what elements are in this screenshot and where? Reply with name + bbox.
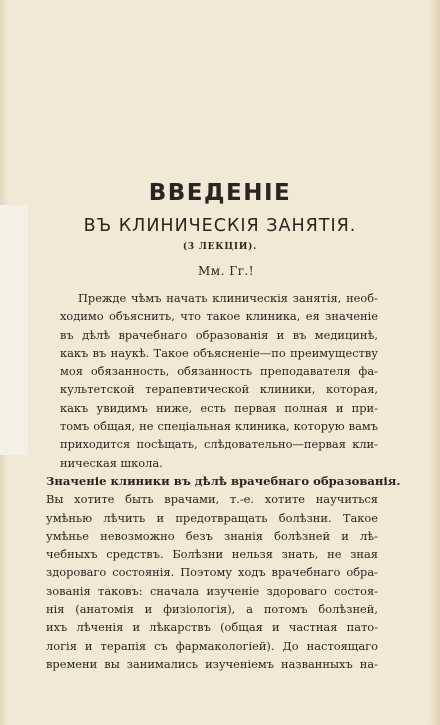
chapter-subtitle: ВЪ КЛИНИЧЕСКІЯ ЗАНЯТІЯ.	[83, 216, 357, 236]
text-line: какъ увидимъ ниже, есть первая полная и при-	[60, 400, 378, 415]
body-text	[46, 289, 401, 673]
text-line: культетской терапевтической клиники, которая,	[60, 382, 378, 397]
text-line: приходится посѣщать, слѣдовательно—первая кли-	[60, 437, 378, 452]
text-line: здороваго состоянія. Поэтому ходъ врачебнаго обра-	[46, 565, 378, 580]
chapter-title: ВВЕДЕНІЕ	[148, 180, 292, 206]
text-line: чебныхъ средствъ. Болѣзни нельзя знать, не зная	[46, 547, 378, 562]
text-line: какъ въ наукѣ. Такое объясненіе—по преимуществу	[60, 345, 378, 360]
greeting: Мм. Гг.!	[198, 264, 255, 278]
text-line: ходимо объяснить, что такое клиника, ея значеніе	[60, 309, 378, 324]
text-line: ихъ лѣченія и лѣкарствъ (общая и частная пато-	[46, 620, 378, 635]
text-line: Прежде чѣмъ начать клиническія занятія, необ-	[78, 291, 378, 305]
text-line: умѣнье невозможно безъ знанія болѣзней и лѣ-	[46, 528, 378, 543]
text-line: моя обязанность, обязанность преподавателя фа-	[60, 364, 378, 379]
text-line: логія и терапія съ фармакологіей). До настоящаго	[46, 638, 378, 653]
text-line: умѣнью лѣчить и предотвращать болѣзни. Такое	[46, 510, 378, 525]
text-line: времени вы занимались изученіемъ названныхъ на-	[46, 656, 378, 671]
text-line: томъ общая, не спеціальная клиника, которую вамъ	[60, 419, 378, 434]
text-line: зованія таковъ: сначала изученіе здороваго состоя-	[46, 583, 378, 598]
page-right-edge	[430, 0, 440, 725]
lecture-note: (3 ЛЕКЦІИ).	[182, 242, 258, 252]
section-heading: Значеніе клиники въ дѣлѣ врачебнаго образованія.	[46, 473, 401, 488]
text-line: Вы хотите быть врачами, т.-е. хотите научиться	[46, 492, 378, 507]
text-line: нія (анатомія и физіологія), а потомъ болѣзней,	[46, 602, 378, 617]
text-line: въ дѣлѣ врачебнаго образованія и въ медицинѣ,	[60, 327, 378, 342]
text-line: ническая школа.	[60, 455, 163, 470]
